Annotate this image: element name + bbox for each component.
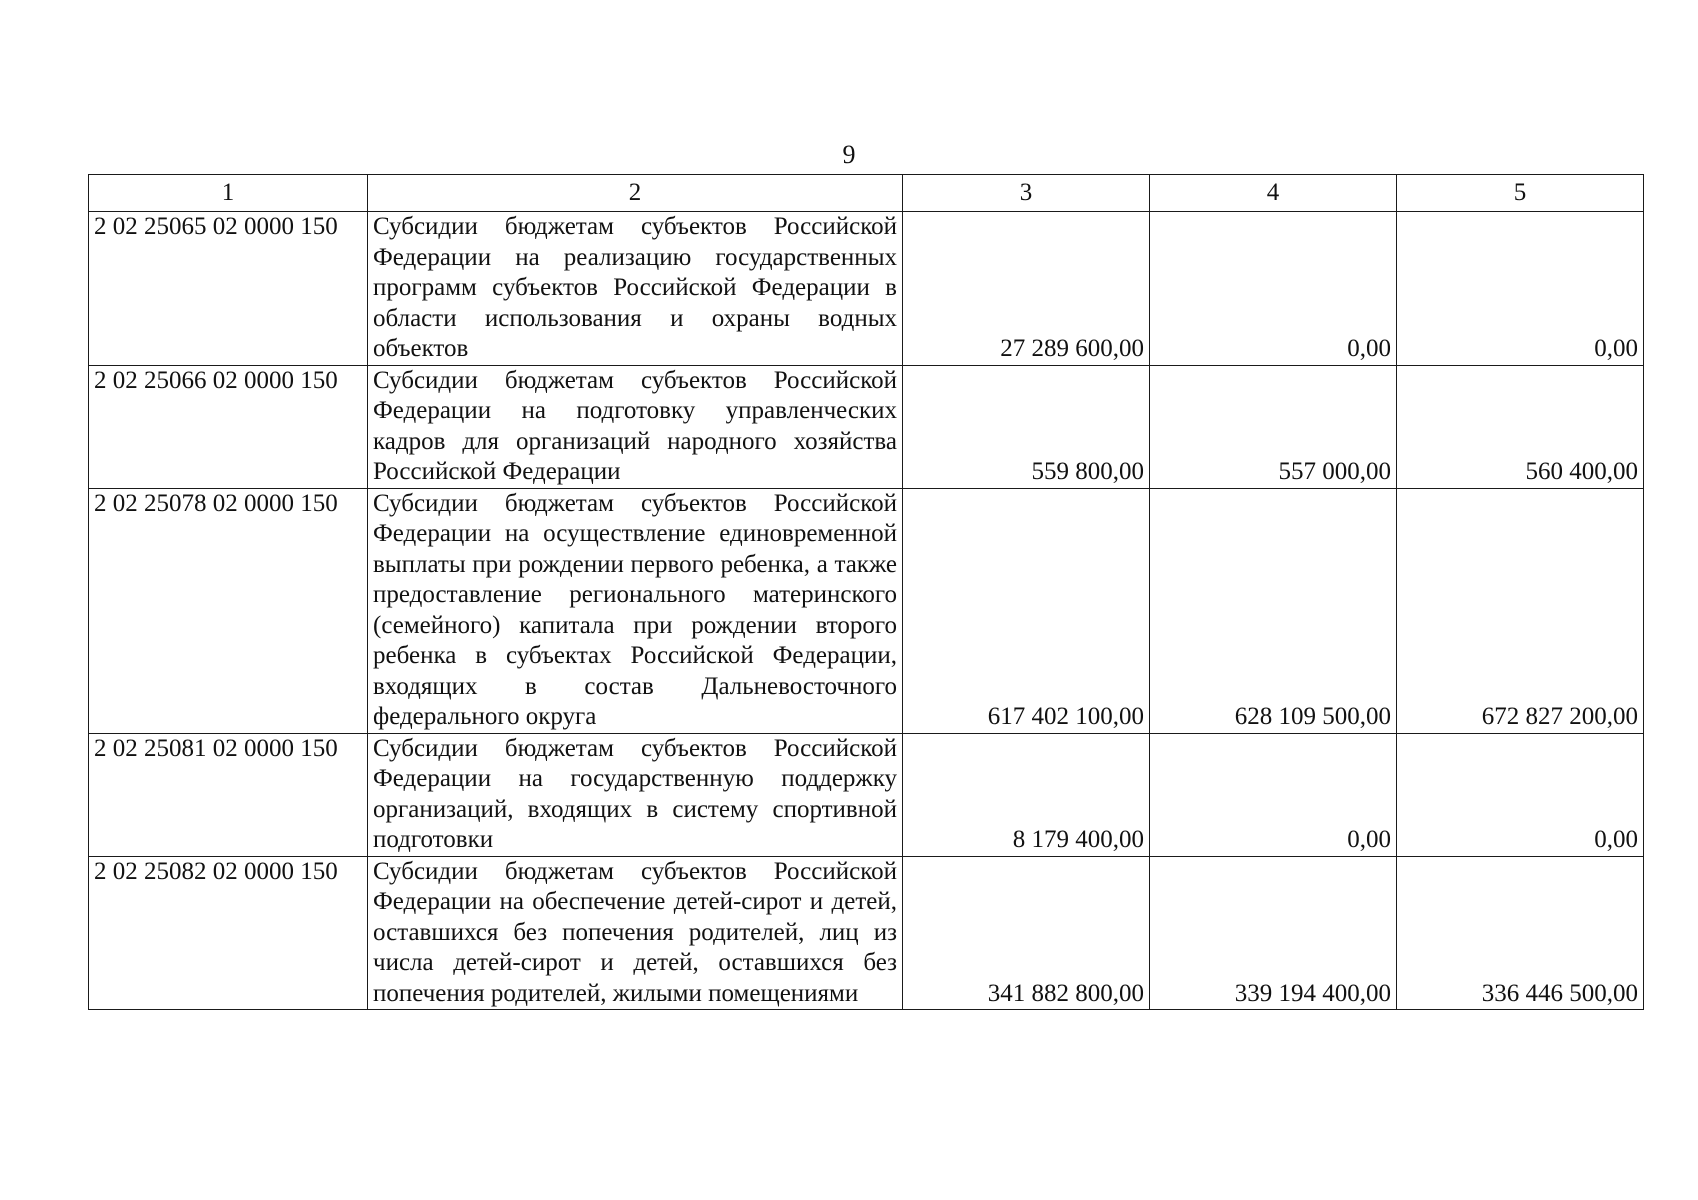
amount-col4-cell: 557 000,00 (1150, 365, 1397, 488)
budget-code-cell: 2 02 25081 02 0000 150 (89, 733, 368, 856)
amount-col4-cell: 0,00 (1150, 212, 1397, 366)
column-header-1: 1 (89, 175, 368, 212)
column-header-5: 5 (1397, 175, 1644, 212)
table-row (89, 212, 1644, 366)
amount-col4-cell: 0,00 (1150, 733, 1397, 856)
amount-col5-cell: 0,00 (1397, 733, 1644, 856)
table-row (89, 488, 1644, 733)
description-cell: Субсидии бюджетам субъектов Российской Федерации на подготовку управленческих кадров для организаций народного хозяйства Российской Федерации (368, 365, 903, 488)
table-row (89, 733, 1644, 856)
column-header-3: 3 (903, 175, 1150, 212)
amount-col5-cell: 0,00 (1397, 212, 1644, 366)
budget-code-cell: 2 02 25078 02 0000 150 (89, 488, 368, 733)
column-header-2: 2 (368, 175, 903, 212)
budget-code-cell: 2 02 25066 02 0000 150 (89, 365, 368, 488)
amount-col4-cell: 339 194 400,00 (1150, 856, 1397, 1010)
amount-col3-cell: 617 402 100,00 (903, 488, 1150, 733)
amount-col3-cell: 8 179 400,00 (903, 733, 1150, 856)
amount-col3-cell: 27 289 600,00 (903, 212, 1150, 366)
amount-col5-cell: 560 400,00 (1397, 365, 1644, 488)
table-row (89, 365, 1644, 488)
amount-col5-cell: 336 446 500,00 (1397, 856, 1644, 1010)
amount-col3-cell: 559 800,00 (903, 365, 1150, 488)
budget-table (88, 174, 1644, 1010)
amount-col5-cell: 672 827 200,00 (1397, 488, 1644, 733)
budget-code-cell: 2 02 25065 02 0000 150 (89, 212, 368, 366)
amount-col3-cell: 341 882 800,00 (903, 856, 1150, 1010)
table-row (89, 856, 1644, 1010)
amount-col4-cell: 628 109 500,00 (1150, 488, 1397, 733)
budget-code-cell: 2 02 25082 02 0000 150 (89, 856, 368, 1010)
description-cell: Субсидии бюджетам субъектов Российской Федерации на осуществление единовременной выплаты при рождении первого ребенка, а также предоставление регионального материнского (семейного) капитала при рождении второго ребенка в субъектах Российской Федерации, входящих в состав Дальневосточного федерального округа (368, 488, 903, 733)
description-cell: Субсидии бюджетам субъектов Российской Федерации на государственную поддержку организаций, входящих в систему спортивной подготовки (368, 733, 903, 856)
table-header-row (89, 175, 1644, 212)
column-header-4: 4 (1150, 175, 1397, 212)
description-cell: Субсидии бюджетам субъектов Российской Федерации на реализацию государственных программ субъектов Российской Федерации в области использования и охраны водных объектов (368, 212, 903, 366)
description-cell: Субсидии бюджетам субъектов Российской Федерации на обеспечение детей-сирот и детей, оставшихся без попечения родителей, лиц из числа детей-сирот и детей, оставшихся без попечения родителей, жилыми помещениями (368, 856, 903, 1010)
page-number: 9 (842, 140, 856, 169)
